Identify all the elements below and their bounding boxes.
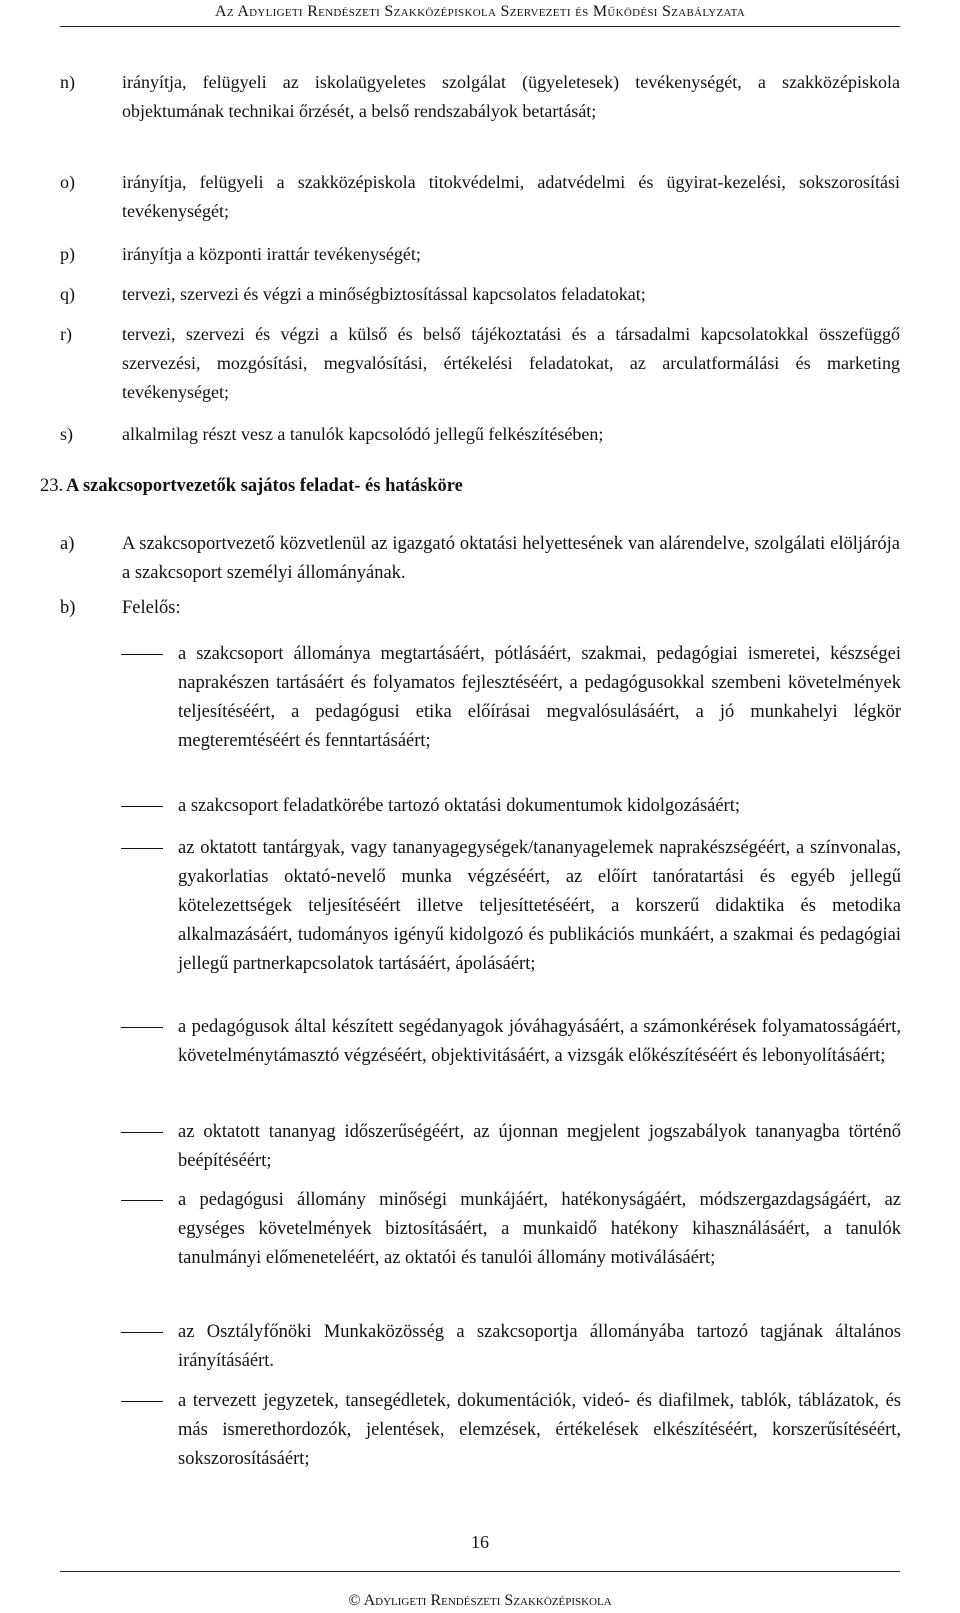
page-footer: © Adyligeti Rendészeti Szakközépiskola xyxy=(348,1592,612,1609)
responsibility-text: a pedagógusi állomány minőségi munkájáért, hatékonyságáért, módszergazdagságáért, az egységes követelmények biztosításáért, a munkaidő hatékony kihasználásáért, a tanulók tanulmányi előmeneteléért, az oktatói és tanulói állomány motiválásáért; xyxy=(178,1190,901,1268)
list-item-n xyxy=(60,68,900,126)
responsibility-text: a pedagógusok által készített segédanyagok jóváhagyásáért, a számonkérések folyamatosságáért, követelménytámasztó végzéséért, objektivitásáért, a vizsgák előkészítéséért és lebonyolításáért; xyxy=(178,1017,901,1066)
responsibility-text: az oktatott tantárgyak, vagy tananyagegységek/tananyagelemek naprakészségéért, a színvonalas, gyakorlatias oktató-nevelő munka végzéséért, az előírt tanóratartási és egyéb jellegű kötelezettségek teljesítéséért illetve teljesíttetéséért, a korszerű didaktika és metodika alkalmazásáért, tudományos igényű kidolgozó és publikációs munkáért, a szakmai és pedagógiai jellegű partnerkapcsolatok tartásáért, ápolásáért; xyxy=(178,838,901,974)
list-item-label: q) xyxy=(60,284,75,304)
sub-item-b xyxy=(60,594,900,623)
section-heading xyxy=(40,472,900,501)
list-item-text: irányítja, felügyeli a szakközépiskola titokvédelmi, adatvédelmi és ügyirat-kezelési, sokszorosítási tevékenységét; xyxy=(122,172,900,221)
list-item-label: p) xyxy=(60,244,75,264)
responsibility-text: az oktatott tananyag időszerűségéért, az újonnan megjelent jogszabályok tananyagba történő beépítéséért; xyxy=(178,1122,901,1171)
dash-bullet xyxy=(121,1027,163,1028)
page-header: Az Adyligeti Rendészeti Szakközépiskola Szervezeti és Működési Szabályzata xyxy=(215,3,745,20)
list-item-text: tervezi, szervezi és végzi a minőségbiztosítással kapcsolatos feladatokat; xyxy=(122,284,646,304)
responsibility-item xyxy=(121,640,901,756)
list-item-p xyxy=(60,240,900,269)
dash-bullet xyxy=(121,848,163,849)
responsibility-text: a szakcsoport feladatkörébe tartozó oktatási dokumentumok kidolgozásáért; xyxy=(178,796,741,816)
list-item-label: n) xyxy=(60,72,75,92)
section-number: 23. xyxy=(40,476,64,496)
list-item-o xyxy=(60,168,900,226)
dash-bullet xyxy=(121,1332,163,1333)
dash-bullet xyxy=(121,654,163,655)
responsibility-text: a szakcsoport állománya megtartásáért, pótlásáért, szakmai, pedagógiai ismeretei, készségei naprakészen tartásáért és folyamatos fejlesztéséért, a pedagógusokkal szembeni követelmények teljesítéséért, a pedagógusi etika előírásai megvalósulásáért, a jó munkahelyi légkör megteremtéséért és fenntartásáért; xyxy=(178,644,901,751)
responsibility-item xyxy=(121,1318,901,1376)
responsibility-item xyxy=(121,1387,901,1474)
list-item-text: irányítja a központi irattár tevékenységét; xyxy=(122,244,421,264)
section-title: A szakcsoportvezetők sajátos feladat- és hatásköre xyxy=(66,476,463,496)
dash-bullet xyxy=(121,806,163,807)
sub-item-text: Felelős: xyxy=(122,598,181,618)
list-item-r xyxy=(60,320,900,407)
responsibility-item xyxy=(121,1118,901,1176)
list-item-text: tervezi, szervezi és végzi a külső és belső tájékoztatási és a társadalmi kapcsolatokkal összefüggő szervezési, mozgósítási, megvalósítási, értékelési feladatokat, az arculatformálási és marketing tevékenységet; xyxy=(122,324,900,402)
list-item-text: irányítja, felügyeli az iskolaügyeletes szolgálat (ügyeletesek) tevékenységét, a szakközépiskola objektumának technikai őrzését, a belső rendszabályok betartását; xyxy=(122,72,900,121)
sub-item-label: a) xyxy=(60,534,75,554)
list-item-label: s) xyxy=(60,424,73,444)
dash-bullet xyxy=(121,1401,163,1402)
responsibility-item xyxy=(121,1013,901,1071)
list-item-text: alkalmilag részt vesz a tanulók kapcsolódó jellegű felkészítésében; xyxy=(122,424,604,444)
sub-item-label: b) xyxy=(60,598,76,618)
list-item-q xyxy=(60,280,900,309)
responsibility-text: az Osztályfőnöki Munkaközösség a szakcsoportja állományába tartozó tagjának általános irányításáért. xyxy=(178,1322,901,1371)
responsibility-text: a tervezett jegyzetek, tansegédletek, dokumentációk, videó- és diafilmek, tablók, táblázatok, és más ismerethordozók, jelentések, elemzések, értékelések elkészítéséért, korszerűsítéséért, sokszorosításáért; xyxy=(178,1391,901,1469)
page-number: 16 xyxy=(471,1532,489,1552)
dash-bullet xyxy=(121,1200,163,1201)
footer-divider xyxy=(60,1571,900,1572)
sub-item-text: A szakcsoportvezető közvetlenül az igazgató oktatási helyettesének van alárendelve, szolgálati elöljárója a szakcsoport személyi állományának. xyxy=(122,534,900,583)
list-item-label: o) xyxy=(60,172,75,192)
header-divider xyxy=(60,26,900,27)
responsibility-item xyxy=(121,834,901,979)
dash-bullet xyxy=(121,1132,163,1133)
list-item-s xyxy=(60,420,900,449)
responsibility-item xyxy=(121,792,901,821)
sub-item-a xyxy=(60,530,900,588)
list-item-label: r) xyxy=(60,324,72,344)
responsibility-item xyxy=(121,1186,901,1273)
